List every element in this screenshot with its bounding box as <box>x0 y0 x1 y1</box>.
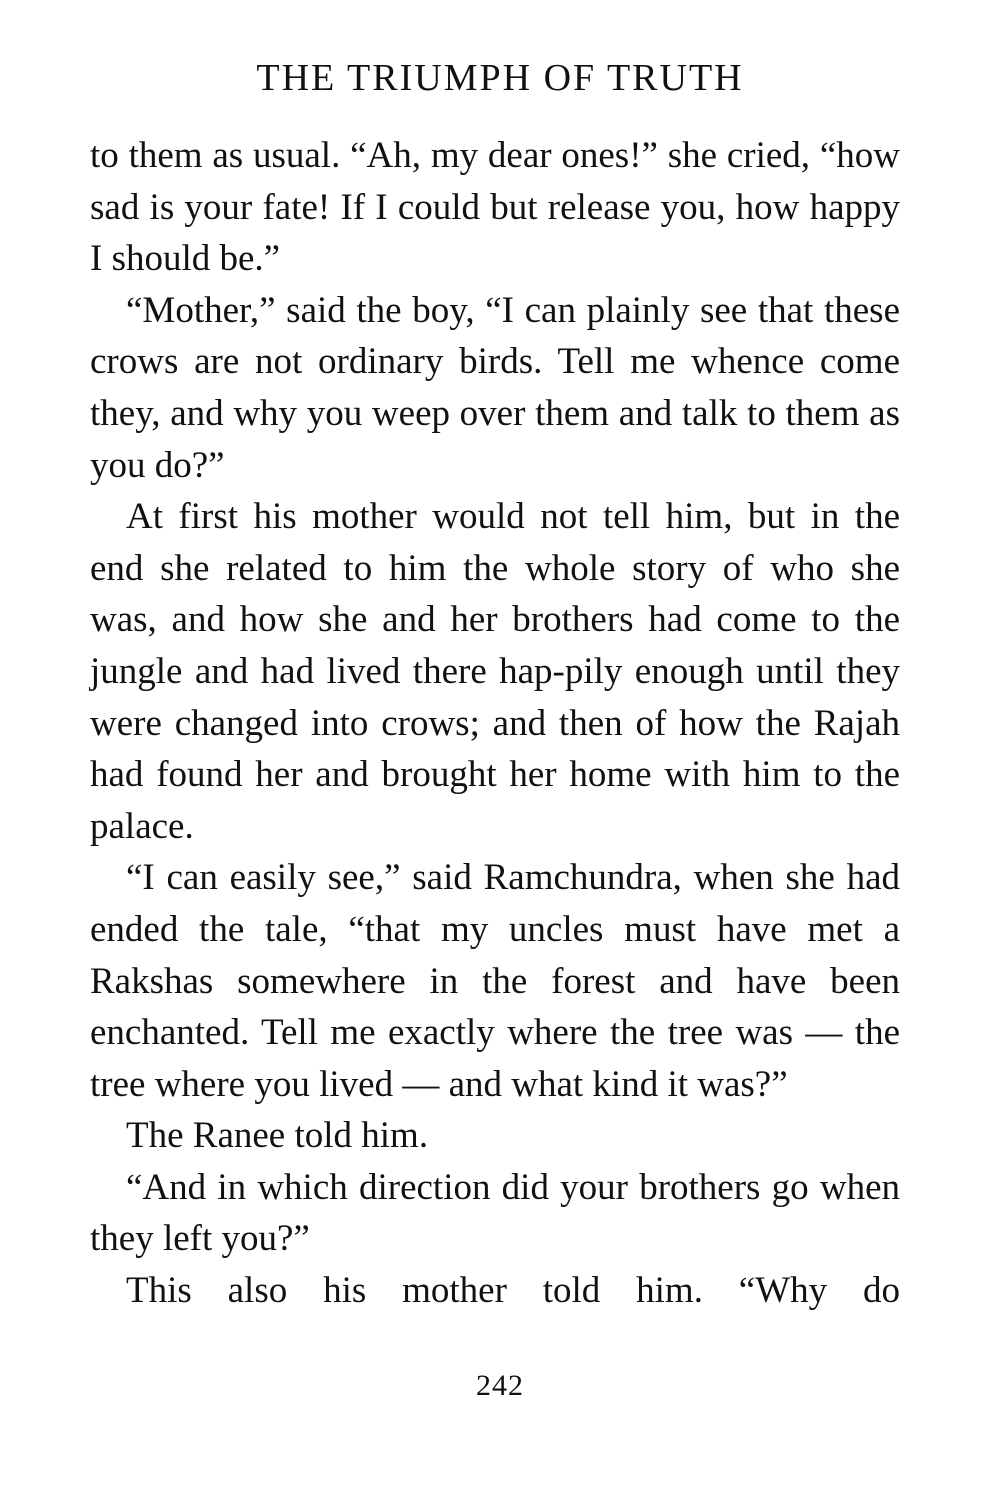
paragraph-which-direction: “And in which direction did your brothers go when they left you?” <box>90 1166 900 1260</box>
paragraph-ramchundra: “I can easily see,” said Ramchundra, when she had ended the tale, “that my uncles must have met a Rakshas somewhere in the forest and have been enchanted. Tell me exactly where the tree was — the tree where you lived — and what kind it was?” <box>90 857 900 1105</box>
paragraph-mother-said: “Mother,” said the boy, “I can plainly see that these crows are not ordinary birds. Tell me whence come they, and why you weep over them and talk to them as you do?” <box>90 289 900 486</box>
running-head-title: THE TRIUMPH OF TRUTH <box>256 57 744 99</box>
paragraph-whole-story: At first his mother would not tell him, but in the end she related to him the whole story of who she was, and how she and her brothers had come to the jungle and had lived there hap-pily enough until they were changed into crows; and then of how the Rajah had found her and brought her home with him to the palace. <box>90 496 900 847</box>
paragraph-mother-told: This also his mother told him. “Why do <box>126 1270 900 1312</box>
paragraph-ranee-told: The Ranee told him. <box>126 1115 429 1157</box>
page-number: 242 <box>476 1369 524 1402</box>
body-text <box>90 130 900 1317</box>
paragraph-continued: to them as usual. “Ah, my dear ones!” she cried, “how sad is your fate! If I could but release you, how happy I should be.” <box>90 135 900 280</box>
